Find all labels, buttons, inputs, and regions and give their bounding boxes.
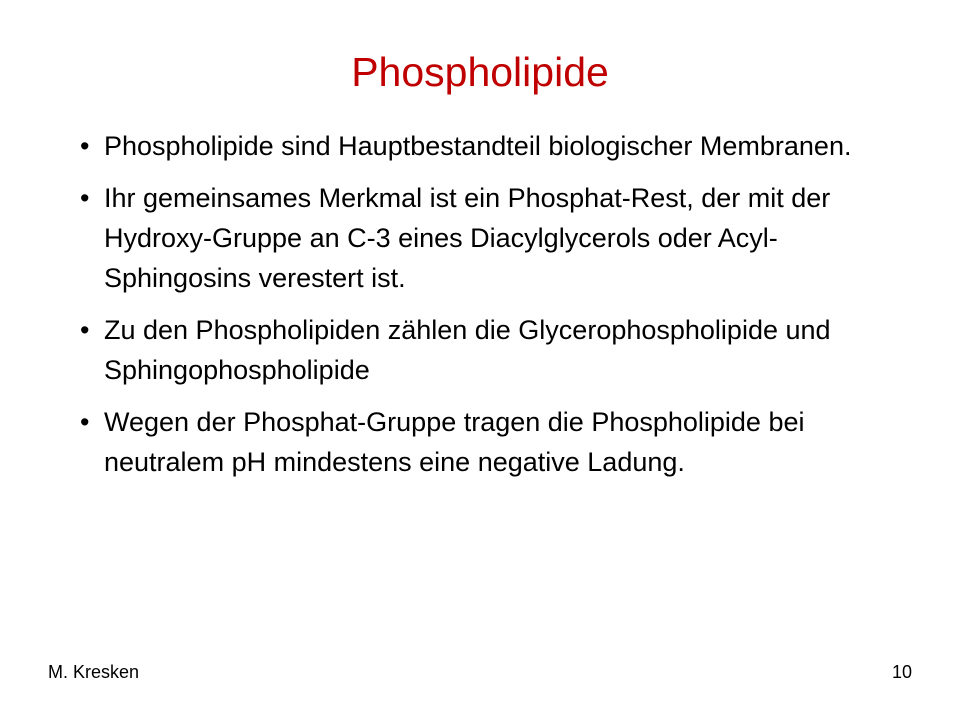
footer-author: M. Kresken: [48, 662, 140, 682]
bullet-item: [80, 310, 880, 390]
slide-title: Phospholipide: [351, 49, 609, 95]
bullet-item: [80, 126, 880, 166]
bullet-marker: •: [80, 131, 90, 161]
footer-page-number: 10: [891, 662, 912, 682]
bullet-marker: •: [80, 315, 90, 345]
bullet-text: Phospholipide sind Hauptbestandteil biologischer Membranen.: [104, 131, 852, 161]
bullet-text: Wegen der Phosphat-Gruppe tragen die Phospholipide bei neutralem pH mindestens eine negative Ladung.: [104, 407, 805, 477]
bullet-marker: •: [80, 183, 90, 213]
bullet-item: [80, 402, 880, 482]
bullet-text: Zu den Phospholipiden zählen die Glycerophospholipide und Sphingophospholipide: [104, 315, 831, 385]
bullet-item: [80, 178, 880, 298]
bullet-marker: •: [80, 407, 90, 437]
bullet-list: [80, 126, 880, 494]
bullet-text: Ihr gemeinsames Merkmal ist ein Phosphat-Rest, der mit der Hydroxy-Gruppe an C-3 eines Diacylglycerols oder Acyl-Sphingosins verestert ist.: [104, 183, 831, 293]
